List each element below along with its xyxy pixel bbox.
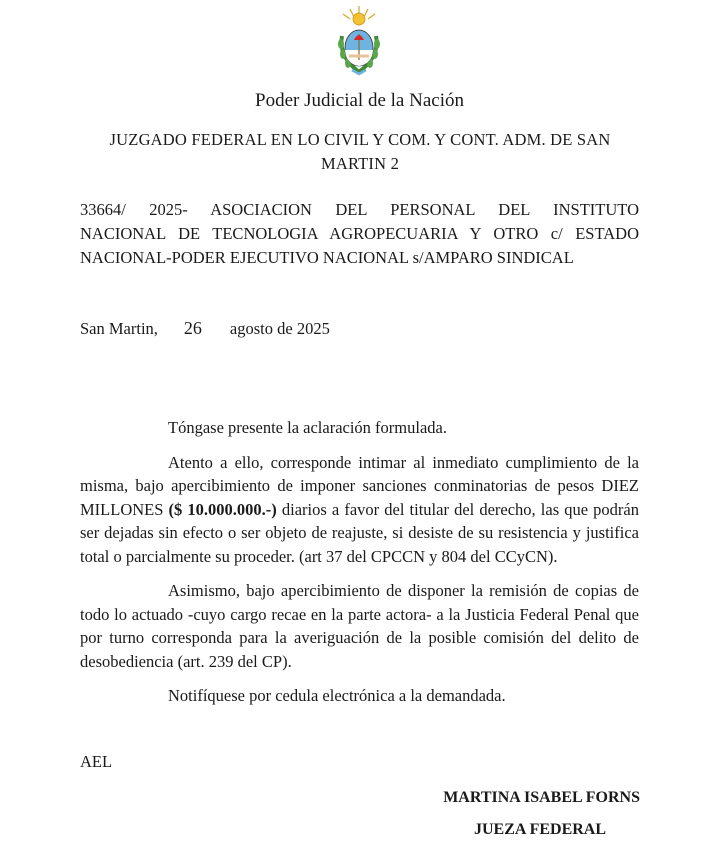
paragraph-2-text-a: Atento a ello, corresponde intimar al inmediato cumplimiento de la misma, bajo apercibimiento de imponer sanciones conminatorias de pesos DIEZ MILLONES — [80, 452, 639, 519]
paragraph-3: Asimismo, bajo apercibimiento de disponer la remisión de copias de todo lo actuado -cuyo cargo recae en la parte actora- a la Justicia Federal Penal que por turno corresponda para la averiguación de la posible comisión del delito de desobediencia (art. 239 del CP). — [80, 581, 639, 671]
court-name — [60, 128, 660, 176]
sanction-amount: ($ 10.000.000.-) — [168, 499, 277, 519]
court-name-line1: JUZGADO FEDERAL EN LO CIVIL Y COM. Y CONT. ADM. DE SAN — [109, 130, 611, 149]
case-caption — [80, 198, 639, 270]
signer-name: MARTINA ISABEL FORNS — [443, 789, 640, 806]
institution-title: Poder Judicial de la Nación — [255, 90, 464, 111]
date-month-year: agosto de 2025 — [229, 319, 330, 338]
resolution-body — [80, 416, 639, 719]
initials: AEL — [80, 752, 113, 771]
signer-role: JUEZA FEDERAL — [474, 821, 607, 838]
argentina-coat-of-arms-icon — [334, 4, 384, 76]
paragraph-4: Notifíquese por cedula electrónica a la demandada. — [168, 686, 506, 705]
date-place: San Martin, — [80, 319, 158, 338]
paragraph-2 — [80, 451, 639, 569]
date-line — [80, 318, 330, 339]
paragraph-2-text-b: diarios a favor del titular del derecho, las que podrán ser dejadas sin efecto o ser objeto de reajuste, si desiste de su resistencia y justifica total o parcialmente su proceder. (art 37 del CPCCN y 804 del CCyCN). — [80, 499, 639, 566]
case-caption-line3: NACIONAL-PODER EJECUTIVO NACIONAL s/AMPARO SINDICAL — [80, 248, 574, 267]
date-day: 26 — [183, 318, 202, 338]
paragraph-1: Tóngase presente la aclaración formulada. — [168, 418, 447, 437]
case-caption-line2: NACIONAL DE TECNOLOGIA AGROPECUARIA Y OTRO c/ ESTADO — [80, 224, 639, 243]
court-name-line2: MARTIN 2 — [320, 154, 400, 173]
case-caption-line1: 33664/ 2025- ASOCIACION DEL PERSONAL DEL INSTITUTO — [80, 200, 639, 219]
